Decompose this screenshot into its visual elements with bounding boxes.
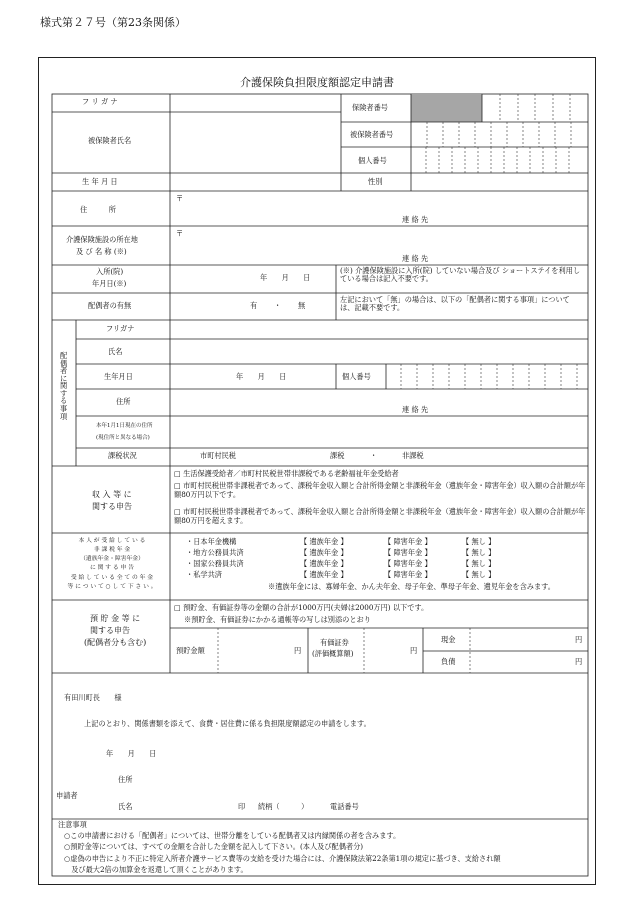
spouse-contact-label: 連 絡 先 — [402, 405, 429, 414]
deposit-yen: 円 — [294, 646, 302, 655]
income-label-line2: 関する申告 — [92, 502, 132, 511]
savings-note: ※預貯金、有価証券にかかる通帳等の写しは別添のとおり — [184, 615, 371, 624]
securities-yen: 円 — [410, 646, 418, 655]
applicant-address-label: 住所 — [118, 775, 133, 784]
address-label: 住 所 — [80, 205, 116, 214]
seal-mark: 印 — [238, 802, 246, 811]
pension-row-survivor[interactable]: 【 遺族年金 】 — [300, 559, 348, 568]
tax-option-nontaxed[interactable]: 非課税 — [402, 451, 424, 460]
spouse-exists-label: 配偶者の有無 — [88, 301, 132, 310]
pension-row-disability[interactable]: 【 障害年金 】 — [384, 537, 432, 546]
furigana-label: フ リ ガ ナ — [82, 97, 118, 106]
deposit-label: 預貯金額 — [176, 646, 205, 655]
income-option-2[interactable]: □ 市町村民税世帯非課税者であって、課税年金収入額と合計所得金額と非課税年金（遺族年金・障害年金）収入額の合計額が年額80万円以下です。 — [174, 481, 586, 499]
spouse-prev-address-line2: (現住所と異なる場合) — [96, 435, 150, 441]
spouse-address-label: 住所 — [116, 397, 131, 406]
pension-label-2: 非 課 税 年 金 — [93, 547, 131, 553]
spouse-note: 左記において「無」の場合は、以下の「配偶者に関する事項」については、記載不要です。 — [340, 295, 570, 313]
pension-note: ※遺族年金には、寡婦年金、かん夫年金、母子年金、準母子年金、遺児年金を含みます。 — [268, 582, 555, 591]
addressee: 有田川町長 様 — [64, 693, 122, 702]
pension-row-none[interactable]: 【 無し 】 — [462, 570, 496, 579]
tax-separator: ・ — [370, 451, 378, 460]
pension-row-name: ・地方公務員共済 — [186, 548, 244, 557]
admission-label-line2: 年月日(※) — [92, 279, 127, 288]
pension-row-name: ・日本年金機構 — [186, 537, 237, 546]
savings-label-line1: 預 貯 金 等 に — [90, 614, 141, 623]
pension-label-6: 等 に つ い て ○ し て 下 さ い 。 — [67, 584, 157, 590]
income-option-3[interactable]: □ 市町村民税世帯非課税者であって、課税年金収入額と合計所得金額と非課税年金（遺族年金・障害年金）収入額の合計額が年額80万円を超えます。 — [174, 507, 586, 525]
form-number: 様式第２７号（第23条関係） — [40, 16, 186, 29]
spouse-section-label: 配偶者に関する事項 — [60, 351, 68, 421]
spouse-birth-value: 年 月 日 — [236, 372, 287, 381]
applicant-name-label: 氏名 — [118, 802, 133, 811]
pension-row-survivor[interactable]: 【 遺族年金 】 — [300, 570, 348, 579]
relationship-label: 続柄（ ） — [258, 802, 309, 811]
pension-row-disability[interactable]: 【 障害年金 】 — [384, 570, 432, 579]
pension-label-1: 本 人 が 受 給 し て い る — [78, 538, 146, 544]
tax-option-taxed[interactable]: 課税 — [330, 451, 345, 460]
spouse-name-label: 氏名 — [108, 347, 123, 356]
debt-yen: 円 — [575, 657, 583, 666]
municipal-tax-label: 市町村民税 — [200, 451, 236, 460]
cash-label: 現金 — [441, 635, 456, 644]
pension-row-survivor[interactable]: 【 遺族年金 】 — [300, 548, 348, 557]
facility-label-line2: 及 び 名 称 (※) — [76, 247, 127, 256]
pension-row-survivor[interactable]: 【 遺族年金 】 — [300, 537, 348, 546]
note-item: ○この申請書における「配偶者」については、世帯分離をしている配偶者又は内縁関係の者を含みます。 — [64, 831, 401, 840]
spouse-furigana-label: フリガナ — [106, 324, 135, 333]
spouse-no[interactable]: 無 — [298, 301, 306, 310]
savings-option[interactable]: □ 預貯金、有価証券等の金額の合計が1000万円(夫婦は2000万円) 以下です。 — [174, 603, 429, 612]
contact-label: 連 絡 先 — [402, 215, 429, 224]
pension-row-none[interactable]: 【 無し 】 — [462, 537, 496, 546]
admission-label-line1: 入所(院) — [96, 267, 124, 276]
pension-label-3: （遺族年金・障害年金） — [80, 556, 144, 562]
notes-title: 注意事項 — [58, 820, 87, 829]
pension-row-disability[interactable]: 【 障害年金 】 — [384, 548, 432, 557]
income-label-line1: 収 入 等 に — [92, 490, 132, 499]
cash-yen: 円 — [575, 635, 583, 644]
pension-label-5: 受 給 し て い る 全 て の 年 金 — [70, 575, 154, 581]
debt-label: 負債 — [441, 657, 456, 666]
spouse-yes[interactable]: 有 — [250, 301, 258, 310]
insured-number-label: 被保険者番号 — [350, 130, 394, 139]
savings-label-line3: (配偶者分も含む) — [84, 638, 147, 647]
spouse-personal-number-label: 個人番号 — [342, 372, 371, 381]
pension-row-disability[interactable]: 【 障害年金 】 — [384, 559, 432, 568]
facility-postal-mark: 〒 — [176, 229, 184, 238]
birth-date-label: 生 年 月 日 — [82, 177, 118, 186]
securities-label-line1: 有価証券 — [320, 638, 349, 647]
insurer-number-label: 保険者番号 — [352, 103, 388, 112]
spouse-prev-address-line1: 本年1月1日現在の住所 — [96, 423, 153, 429]
facility-label-line1: 介護保険施設の所在地 — [66, 235, 138, 244]
admission-date: 年 月 日 — [260, 273, 311, 282]
applicant-label: 申請者 — [56, 791, 78, 800]
note-item: ○虚偽の申告により不正に特定入所者介護サービス費等の支給を受けた場合には、介護保険法第22条第1項の規定に基づき、支給され額 — [64, 854, 501, 863]
savings-label-line2: 関する申告 — [90, 626, 130, 635]
note-item: 及び最大2倍の加算金を返還して頂くことがあります。 — [64, 865, 248, 874]
income-option-1[interactable]: □ 生活保護受給者／市町村民税世帯非課税である老齢福祉年金受給者 — [174, 469, 399, 478]
facility-contact-label: 連 絡 先 — [402, 254, 429, 263]
pension-row-none[interactable]: 【 無し 】 — [462, 548, 496, 557]
spouse-birth-label: 生年月日 — [104, 372, 133, 381]
form-title: 介護保険負担限度額認定申請書 — [240, 76, 394, 89]
pension-label-4: に 関 す る 申 告 — [90, 565, 134, 571]
pension-row-name: ・国家公務員共済 — [186, 559, 244, 568]
securities-label-line2: (評価概算額) — [312, 649, 354, 658]
sex-label: 性別 — [368, 177, 383, 186]
note-item: ○預貯金等については、すべての金額を合計した金額を記入して下さい。(本人及び配偶者分) — [64, 842, 364, 851]
personal-number-label: 個人番号 — [358, 156, 387, 165]
pension-row-name: ・私学共済 — [186, 570, 222, 579]
pension-row-none[interactable]: 【 無し 】 — [462, 559, 496, 568]
postal-mark: 〒 — [176, 194, 184, 203]
phone-label: 電話番号 — [330, 802, 359, 811]
spouse-tax-label: 課税状況 — [108, 451, 137, 460]
spouse-separator: ・ — [274, 301, 282, 310]
insured-name-label: 被保険者氏名 — [88, 136, 132, 145]
admission-note: (※) 介護保険施設に入所(院) していない場合及び ショートステイを利用している場合は記入不要です。 — [340, 266, 581, 284]
application-date: 年 月 日 — [106, 749, 157, 758]
application-statement: 上記のとおり、関係書類を添えて、食費・居住費に係る負担限度額認定の申請をします。 — [84, 719, 371, 728]
